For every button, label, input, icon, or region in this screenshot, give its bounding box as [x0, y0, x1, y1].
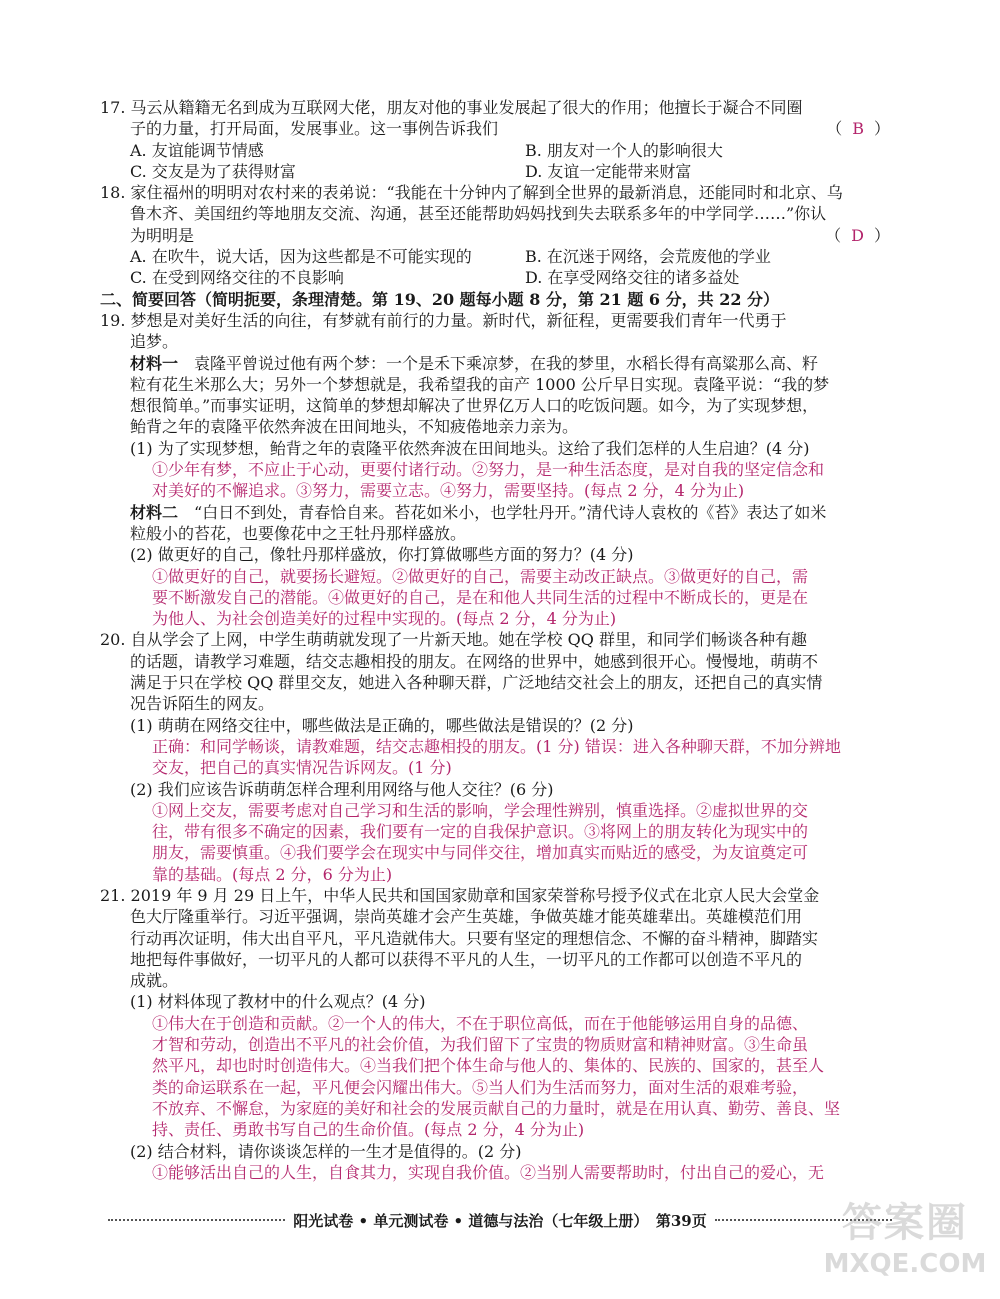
q21-stem-4: 地把每件事做好，一切平凡的人都可以获得不平凡的人生，一切平凡的工作都可以创造不平凡的	[130, 949, 803, 969]
q17-bracket-open: （	[826, 119, 843, 139]
q17-option-c: C. 交友是为了获得财富	[130, 161, 296, 181]
q20-sub-2-question: (2) 我们应该告诉萌萌怎样合理利用网络与他人交往？(6 分)	[130, 779, 554, 799]
q19-sub-1-question: (1) 为了实现梦想，鲐背之年的袁隆平依然奔波在田间地头。这给了我们怎样的人生启迪？(4 分)	[130, 438, 810, 458]
section-2-title: 二、简要回答（简明扼要，条理清楚。第 19、20 题每小题 8 分，第 21 题 6 分，共 22 分）	[100, 289, 780, 309]
q19-material-1-line-4: 鲐背之年的袁隆平依然奔波在田间地头，不知疲倦地亲力亲为。	[130, 417, 579, 437]
watermark-logo	[815, 1198, 995, 1294]
q19-material-1-label: 材料一	[130, 353, 179, 373]
q21-stem-1: 21. 2019 年 9 月 29 日上午，中华人民共和国国家勋章和国家荣誉称号授予仪式在北京人民大会堂金	[100, 885, 820, 905]
q19-material-2-label: 材料二	[130, 502, 179, 522]
q17-answer-bracket	[826, 118, 900, 139]
q21-sub-1-answer-3: 然平凡，却也时时创造伟大。④当我们把个体生命与他人的、集体的、民族的、国家的，甚至人	[152, 1056, 825, 1076]
q19-sub-2-answer-2: 要不断激发自己的潜能。④做更好的自己，是在和他人共同生活的过程中不断成长的，更是在	[152, 587, 809, 607]
q18-option-a: A. 在吹牛，说大话，因为这些都是不可能实现的	[130, 247, 472, 267]
q18-line-1: 18. 家住福州的明明对农村来的表弟说：“我能在十分钟内了解到全世界的最新消息，还能同时和北京、乌	[100, 183, 843, 203]
q19-sub-2-question: (2) 做更好的自己，像牡丹那样盛放，你打算做哪些方面的努力？(4 分)	[130, 545, 634, 565]
q20-stem-3: 满足于只在学校 QQ 群里交友，她进入各种聊天群，广泛地结交社会上的朋友，还把自己的真实情	[130, 673, 823, 693]
q18-line-3	[100, 225, 900, 246]
q18-option-c: C. 在受到网络交往的不良影响	[130, 268, 344, 288]
page-footer	[100, 1208, 900, 1232]
q19-material-1-text-1: 袁隆平曾说过他有两个梦：一个是禾下乘凉梦，在我的梦里，水稻长得有高粱那么高、籽	[178, 353, 819, 373]
q21-stem-5: 成就。	[130, 971, 179, 991]
q21-sub-2-question: (2) 结合材料，请你谈谈怎样的一生才是值得的。(2 分)	[130, 1141, 522, 1161]
q21-stem-2: 色大厅隆重举行。习近平强调，崇尚英雄才会产生英雄，争做英雄才能英雄辈出。英雄模范们用	[130, 907, 803, 927]
q20-sub-1-question: (1) 萌萌在网络交往中，哪些做法是正确的，哪些做法是错误的？(2 分)	[130, 715, 634, 735]
q17-bracket-close: ）	[873, 119, 890, 139]
q17-option-d: D. 友谊一定能带来财富	[525, 161, 692, 181]
page-content	[100, 97, 900, 1183]
q21-sub-1-answer-1: ①伟大在于创造和贡献。②一个人的伟大，不在于职位高低，而在于他能够运用自身的品德、	[152, 1013, 809, 1033]
q21-stem-3: 行动再次证明，伟大出自平凡，平凡造就伟大。只要有坚定的理想信念、不懈的奋斗精神，脚踏实	[130, 928, 819, 948]
footer-text: 阳光试卷 • 单元测试卷 • 道德与法治（七年级上册） 第39页	[293, 1211, 707, 1230]
q17-options-row-1	[100, 140, 900, 161]
q20-sub-1-answer-1: 正确：和同学畅谈，请教难题，结交志趣相投的朋友。(1 分) 错误：进入各种聊天群，不加分辨地	[152, 736, 841, 756]
q18-option-d: D. 在享受网络交往的诸多益处	[525, 268, 740, 288]
q20-sub-2-answer-1: ①网上交友，需要考虑对自己学习和生活的影响，学会理性辨别，慎重选择。②虚拟世界的交	[152, 800, 809, 820]
q19-sub-2-answer-3: 为他人、为社会创造美好的过程中实现的。(每点 2 分，4 分为止)	[152, 609, 617, 629]
q20-sub-2-answer-2: 往，带有很多不确定的因素，我们要有一定的自我保护意识。③将网上的朋友转化为现实中的	[152, 822, 809, 842]
watermark-top-text: 答案圈	[842, 1200, 968, 1246]
q19-material-2-text-1: “白日不到处，青春恰自来。苔花如米小，也学牡丹开。”清代诗人袁枚的《苔》表达了如米	[178, 502, 827, 522]
q20-stem-4: 况告诉陌生的网友。	[130, 694, 275, 714]
q18-options-row-2	[100, 267, 900, 288]
q17-option-a: A. 友谊能调节情感	[130, 140, 264, 160]
q17-answer: B	[852, 119, 864, 139]
q20-sub-2-answer-4: 靠的基础。(每点 2 分，6 分为止)	[152, 864, 393, 884]
q18-line-3-text: 为明明是	[130, 225, 195, 245]
q21-sub-2-answer-1: ①能够活出自己的人生，自食其力，实现自我价值。②当别人需要帮助时，付出自己的爱心，无	[152, 1162, 825, 1182]
q18-line-2: 鲁木齐、美国纽约等地朋友交流、沟通，甚至还能帮助妈妈找到失去联系多年的中学同学……”你认	[130, 204, 827, 224]
q18-answer: D	[851, 225, 864, 245]
q18-bracket-close: ）	[873, 225, 890, 245]
q19-material-1-line-1	[100, 353, 900, 374]
q17-line-2	[100, 118, 900, 139]
q19-sub-2-answer-1: ①做更好的自己，就要扬长避短。②做更好的自己，需要主动改正缺点。③做更好的自己，需	[152, 566, 809, 586]
q18-bracket-open: （	[825, 225, 842, 245]
q21-sub-1-answer-2: 才智和劳动，创造出不平凡的社会价值，为我们留下了宝贵的物质财富和精神财富。③生命虽	[152, 1035, 809, 1055]
q19-sub-1-answer-1: ①少年有梦，不应止于心动，更要付诸行动。②努力，是一种生活态度，是对自我的坚定信念和	[152, 460, 825, 480]
q18-options-row-1	[100, 246, 900, 267]
q18-answer-bracket	[825, 225, 900, 246]
q17-line-2-text: 子的力量，打开局面，发展事业。这一事例告诉我们	[130, 119, 499, 139]
q19-material-1-line-3: 想很简单。”而事实证明，这简单的梦想却解决了世界亿万人口的吃饭问题。如今，为了实现梦想，	[130, 396, 819, 416]
q21-sub-1-answer-6: 持、责任、勇敢书写自己的生命价值。(每点 2 分，4 分为止)	[152, 1120, 585, 1140]
q19-material-1-line-2: 粒有花生米那么大；另外一个梦想就是，我希望我的亩产 1000 公斤早日实现。袁隆平说：“我的梦	[130, 374, 830, 394]
q20-sub-2-answer-3: 朋友，需要慎重。④我们要学会在现实中与同伴交往，增加真实而贴近的感受，为友谊奠定可	[152, 843, 809, 863]
q19-stem-1: 19. 梦想是对美好生活的向往，有梦就有前行的力量。新时代，新征程，更需要我们青年一代勇于	[100, 310, 787, 330]
q17-option-b: B. 朋友对一个人的影响很大	[525, 140, 723, 160]
q19-sub-1-answer-2: 对美好的不懈追求。③努力，需要立志。④努力，需要坚持。(每点 2 分，4 分为止)	[152, 481, 745, 501]
watermark-bottom-text: MXQE.COM	[823, 1249, 987, 1279]
q19-material-2-line-1	[100, 502, 900, 523]
q17-options-row-2	[100, 161, 900, 182]
q21-sub-1-answer-5: 不放弃、不懈怠，为家庭的美好和社会的发展贡献自己的力量时，就是在用认真、勤劳、善良、坚	[152, 1098, 841, 1118]
q20-stem-1: 20. 自从学会了上网，中学生萌萌就发现了一片新天地。她在学校 QQ 群里，和同学们畅谈各种有趣	[100, 630, 807, 650]
q20-stem-2: 的话题，请教学习难题，结交志趣相投的朋友。在网络的世界中，她感到很开心。慢慢地，萌萌不	[130, 651, 819, 671]
q21-sub-1-answer-4: 类的命运联系在一起，平凡便会闪耀出伟大。⑤当人们为生活而努力，面对生活的艰难考验，	[152, 1077, 809, 1097]
q18-option-b: B. 在沉迷于网络，会荒废他的学业	[525, 247, 771, 267]
q20-sub-1-answer-2: 交友，把自己的真实情况告诉网友。(1 分)	[152, 758, 452, 778]
q17-line-1: 17. 马云从籍籍无名到成为互联网大佬，朋友对他的事业发展起了很大的作用；他擅长于凝合不同圈	[100, 98, 803, 117]
q21-sub-1-question: (1) 材料体现了教材中的什么观点？(4 分)	[130, 992, 426, 1012]
footer-dots-left	[108, 1219, 285, 1221]
q19-material-2-line-2: 粒般小的苔花，也要像花中之王牡丹那样盛放。	[130, 523, 467, 543]
q19-stem-2: 追梦。	[130, 332, 179, 352]
